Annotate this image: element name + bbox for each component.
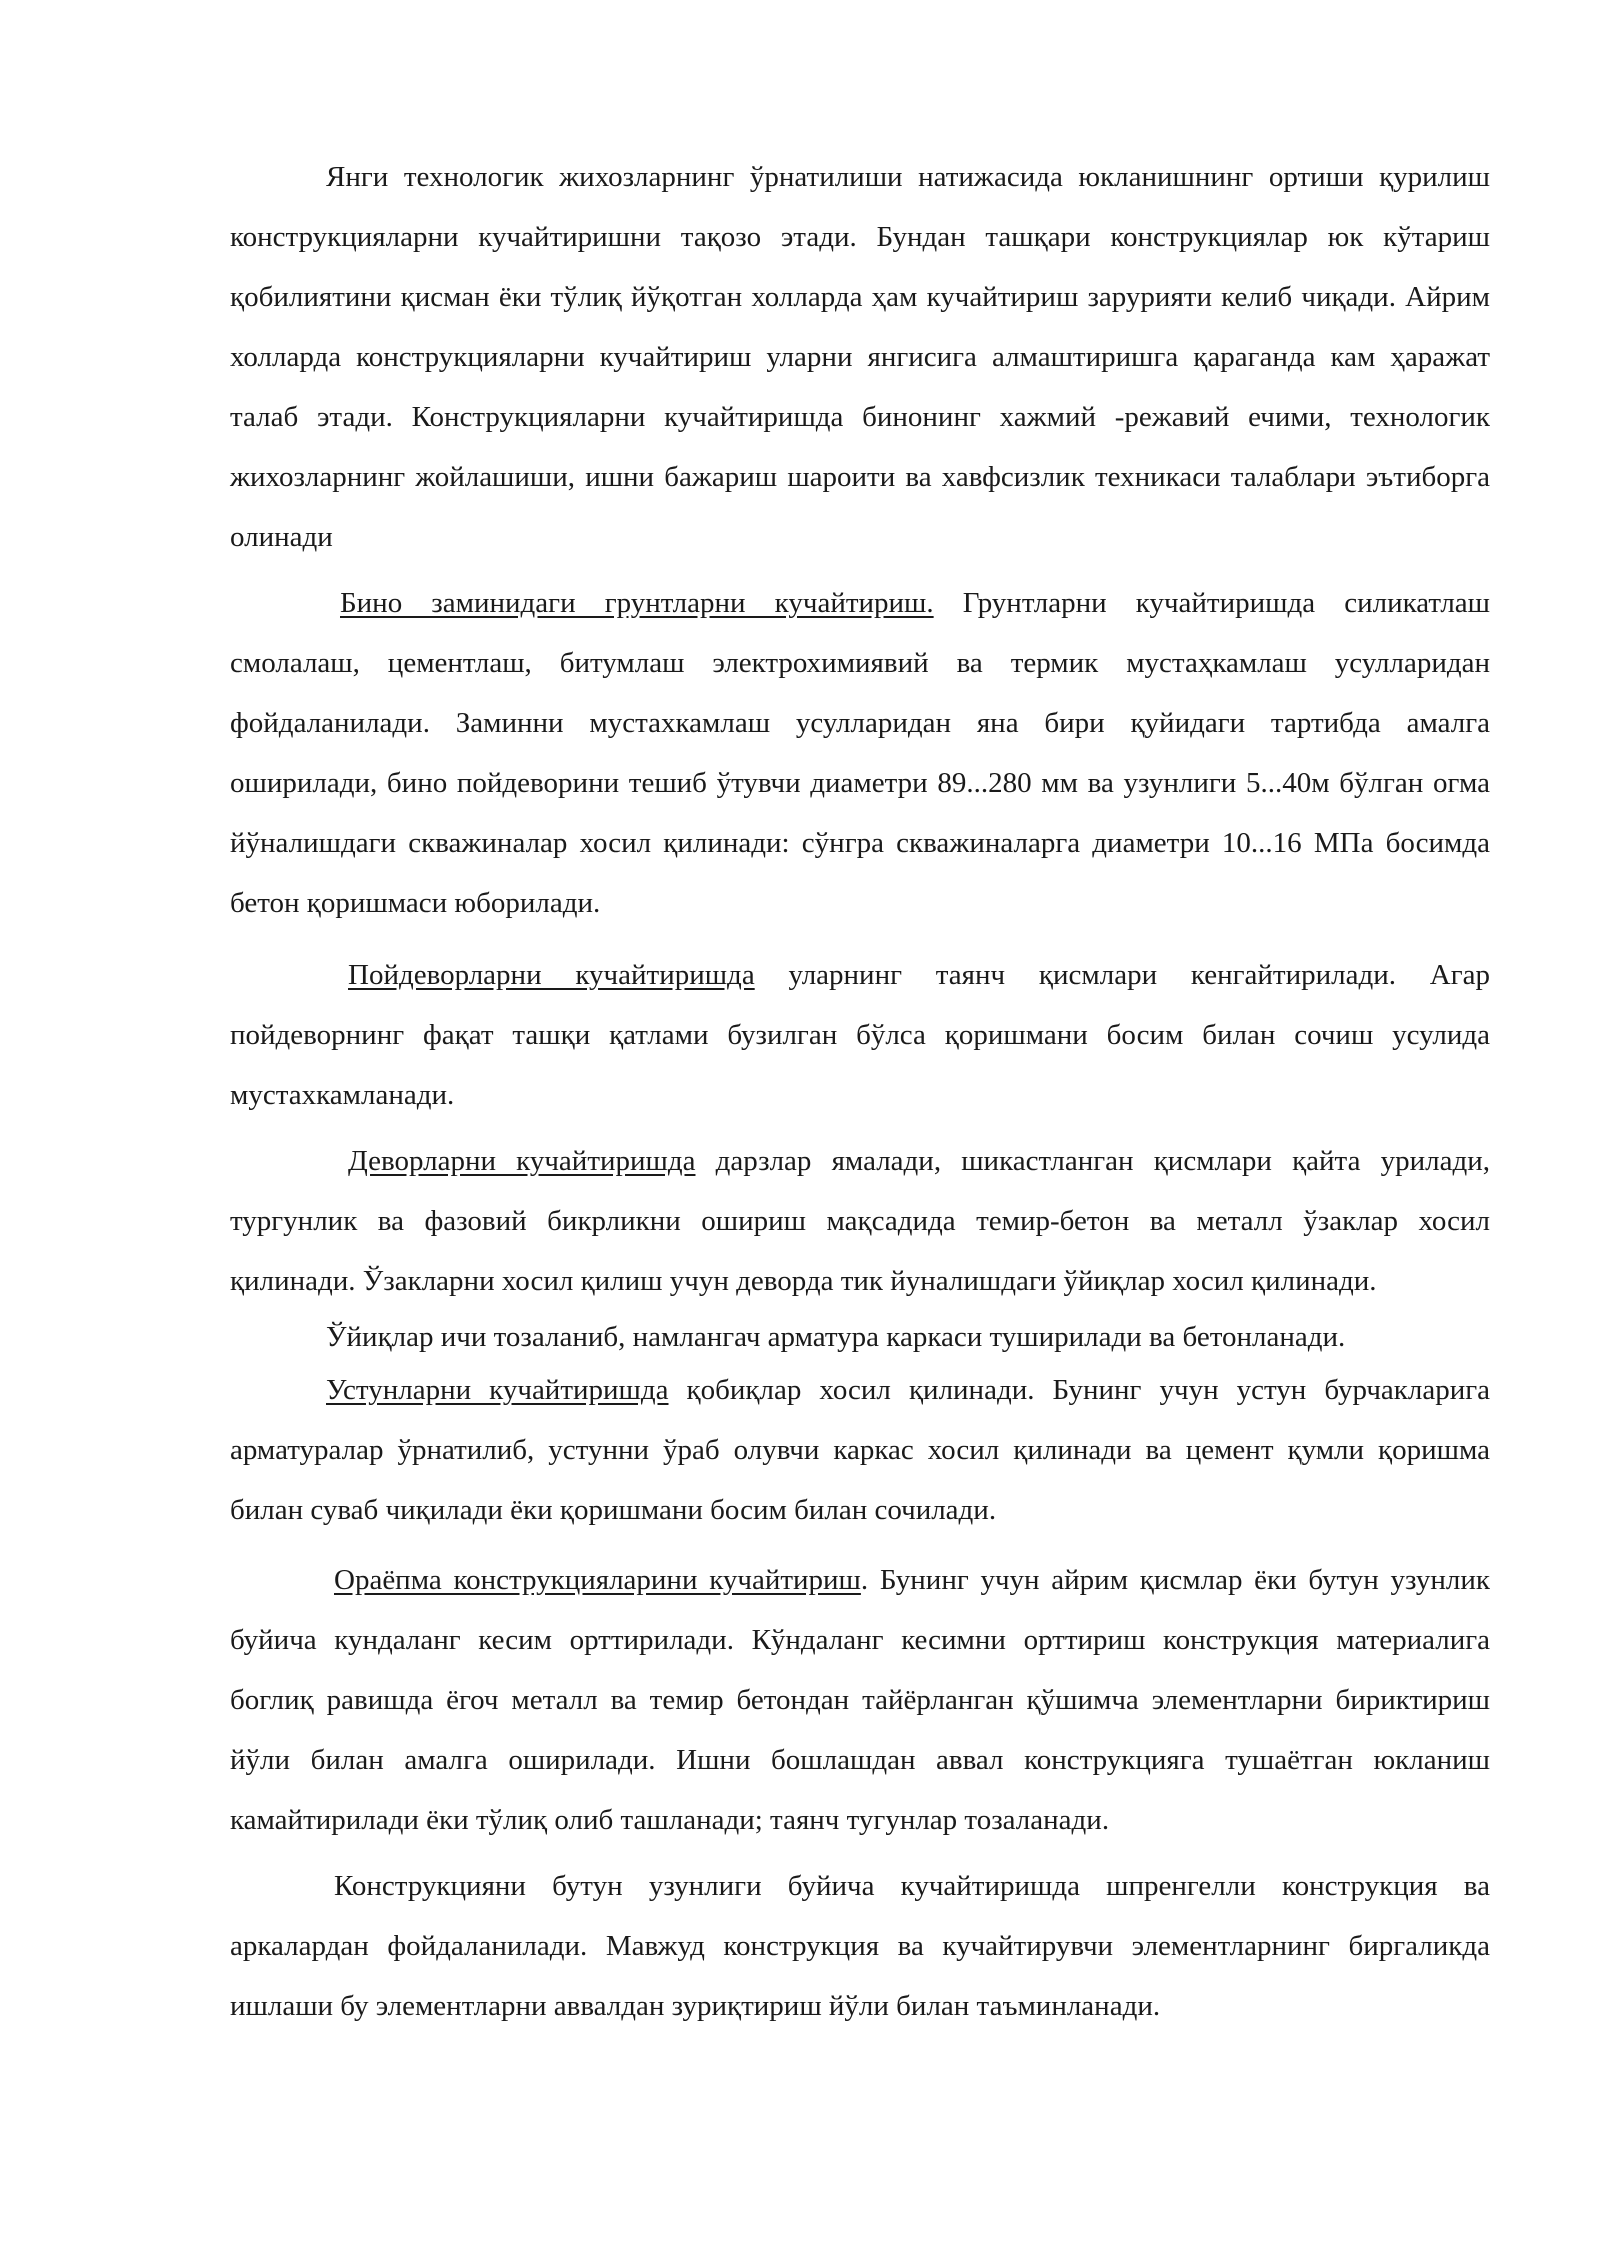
- paragraph-foundation-strengthening-text: уларнинг таянч қисмлари кенгайтирилади. Агар пойдеворнинг фақат ташқи қатлами бузилган бўлса қоришмани босим билан сочиш усулида мустахкамланади.: [230, 959, 1490, 1111]
- paragraph-foundation-strengthening: [230, 945, 1490, 1125]
- heading-column-strengthening: Устунларни кучайтиришда: [326, 1374, 669, 1406]
- heading-floor-strengthening: Ораёпма конструкцияларини кучайтириш: [334, 1564, 861, 1596]
- document-body: [230, 147, 1490, 2036]
- paragraph-soil-strengthening: [230, 573, 1490, 933]
- heading-foundation-strengthening: Пойдеворларни кучайтиришда: [348, 959, 755, 991]
- paragraph-full-length-strengthening-text: Конструкцияни бутун узунлиги буйича кучайтиришда шпренгелли конструкция ва аркалардан фойдаланилади. Мавжуд конструкция ва кучайтирувчи элементларнинг биргаликда ишлаши бу элементларни аввалдан зуриқтириш йўли билан таъминланади.: [230, 1870, 1490, 2022]
- paragraph-column-strengthening-text: қобиқлар хосил қилинади. Бунинг учун устун бурчакларига арматуралар ўрнатилиб, устунни ўраб олувчи каркас хосил қилинади ва цемент қумли қоришма билан суваб чиқилади ёки қоришмани босим билан сочилади.: [230, 1374, 1490, 1526]
- paragraph-intro: [230, 147, 1490, 567]
- heading-wall-strengthening: Деворларни кучайтиришда: [348, 1145, 696, 1177]
- paragraph-floor-strengthening: [230, 1550, 1490, 1850]
- paragraph-grooves: [230, 1315, 1490, 1360]
- paragraph-full-length-strengthening: [230, 1856, 1490, 2036]
- paragraph-floor-strengthening-text: . Бунинг учун айрим қисмлар ёки бутун узунлик буйича кундаланг кесим орттирилади. Кўндаланг кесимни орттириш конструкция материалига боглиқ равишда ёгоч металл ва темир бетондан тайёрланган қўшимча элементларни бириктириш йўли билан амалга оширилади. Ишни бошлашдан аввал конструкцияга тушаётган юкланиш камайтирилади ёки тўлиқ олиб ташланади; таянч тугунлар тозаланади.: [230, 1564, 1490, 1836]
- paragraph-grooves-text: Ўйиқлар ичи тозаланиб, намлангач арматура каркаси туширилади ва бетонланади.: [326, 1321, 1346, 1353]
- paragraph-wall-strengthening-text: дарзлар ямалади, шикастланган қисмлари қайта урилади, тургунлик ва фазовий бикрликни ошириш мақсадида темир-бетон ва металл ўзаклар хосил қилинади. Ўзакларни хосил қилиш учун деворда тик йуналишдаги ўйиқлар хосил қилинади.: [230, 1145, 1490, 1297]
- paragraph-soil-strengthening-text: Грунтларни кучайтиришда силикатлаш смолалаш, цементлаш, битумлаш электрохимиявий ва термик мустаҳкамлаш усулларидан фойдаланилади. Заминни мустахкамлаш усулларидан яна бири қуйидаги тартибда амалга оширилади, бино пойдеворини тешиб ўтувчи диаметри 89...280 мм ва узунлиги 5...40м бўлган огма йўналишдаги скважиналар хосил қилинади: сўнгра скважиналарга диаметри 10...16 МПа босимда бетон қоришмаси юборилади.: [230, 587, 1490, 919]
- paragraph-intro-text: Янги технологик жихозларнинг ўрнатилиши натижасида юкланишнинг ортиши қурилиш конструкцияларни кучайтиришни тақозо этади. Бундан ташқари конструкциялар юк кўтариш қобилиятини қисман ёки тўлиқ йўқотган холларда ҳам кучайтириш зарурияти келиб чиқади. Айрим холларда конструкцияларни кучайтириш уларни янгисига алмаштиришга қараганда кам ҳаражат талаб этади. Конструкцияларни кучайтиришда бинонинг хажмий -режавий ечими, технологик жихозларнинг жойлашиши, ишни бажариш шароити ва хавфсизлик техникаси талаблари эътиборга олинади: [230, 161, 1490, 553]
- paragraph-column-strengthening: [230, 1360, 1490, 1540]
- paragraph-wall-strengthening: [230, 1131, 1490, 1311]
- heading-soil-strengthening: Бино заминидаги грунтларни кучайтириш.: [340, 587, 934, 619]
